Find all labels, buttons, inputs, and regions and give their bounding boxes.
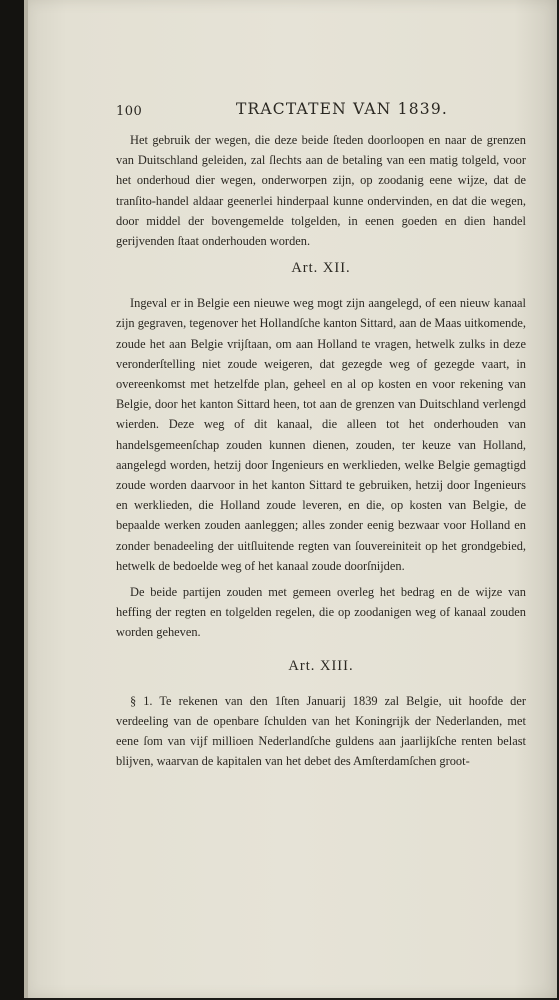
paragraph-roads-tolls: Het gebruik der wegen, die deze beide ſteden doorloopen en naar de grenzen van Duitschland geleiden, zal ſlechts aan de betaling van een matig tolgeld, voor het onderhoud dier wegen, onderworpen zijn, op zoodanig eene wijze, dat de tranſito-handel aldaar geenerlei hinderpaal kunne ondervinden, en dat die wegen, door middel der bovengemelde tolgelden, in eenen goeden en dien handel gerijvenden ſtaat onderhouden worden.	[116, 133, 526, 249]
article-13-heading: Art. XIII.	[288, 657, 354, 674]
page-header	[116, 100, 449, 124]
paragraph-sittard-road-canal: Ingeval er in Belgie een nieuwe weg mogt zijn aangelegd, of een nieuw kanaal zijn gegraven, tegenover het Hollandſche kanton Sittard, aan de Maas uitkomende, zoude het aan Belgie vrijſtaan, om aan Holland te vragen, hetwelk zulks in deze veronderſtelling niet zoude weigeren, dat gezegde weg of gezegde vaart, in overeenkomst met hetzelfde plan, geheel en al op kosten en voor rekening van Belgie, door het kanton Sittard heen, tot aan de grenzen van Duitschland verlengd wierden. Deze weg of dit kanaal, die alleen tot het onderhouden van handelsgemeenſchap zouden kunnen dienen, zouden, ter keuze van Holland, aangelegd worden, hetzij door Ingenieurs en werklieden, welke Belgie gemagtigd zoude worden daarvoor in het kanton Sittard te gebruiken, hetzij door Ingenieurs en werklieden, die Holland zoude leveren, en die, op kosten van Belgie, de bepaalde werken zouden aanleggen; alles zonder eenig bezwaar voor Holland en zonder benadeeling der uitſluitende regten van ſouvereiniteit op het grondgebied, hetwelk de bedoelde weg of het kanaal zoude doorſnijden.	[116, 296, 526, 573]
paragraph-tolls-agreement: De beide partijen zouden met gemeen overleg het bedrag en de wijze van heffing der regten en tolgelden regelen, die op zoodanigen weg of kanaal zouden worden geheven.	[116, 585, 526, 640]
page-body	[116, 130, 526, 771]
paragraph-public-debt: § 1. Te rekenen van den 1ſten Januarij 1839 zal Belgie, uit hoofde der verdeeling van de openbare ſchulden van het Koningrijk der Nederlanden, met eene ſom van vijf millioen Nederlandſche guldens aan jaarlijkſche renten belast blijven, waarvan de kapitalen van het debet des Amſterdamſchen groot-	[116, 693, 526, 769]
page-gutter-shadow	[24, 0, 28, 998]
book-binding-edge	[0, 0, 24, 1000]
page-number: 100	[116, 104, 143, 119]
running-title: TRACTATEN VAN 1839.	[236, 100, 449, 118]
article-12-heading: Art. XII.	[291, 260, 351, 277]
